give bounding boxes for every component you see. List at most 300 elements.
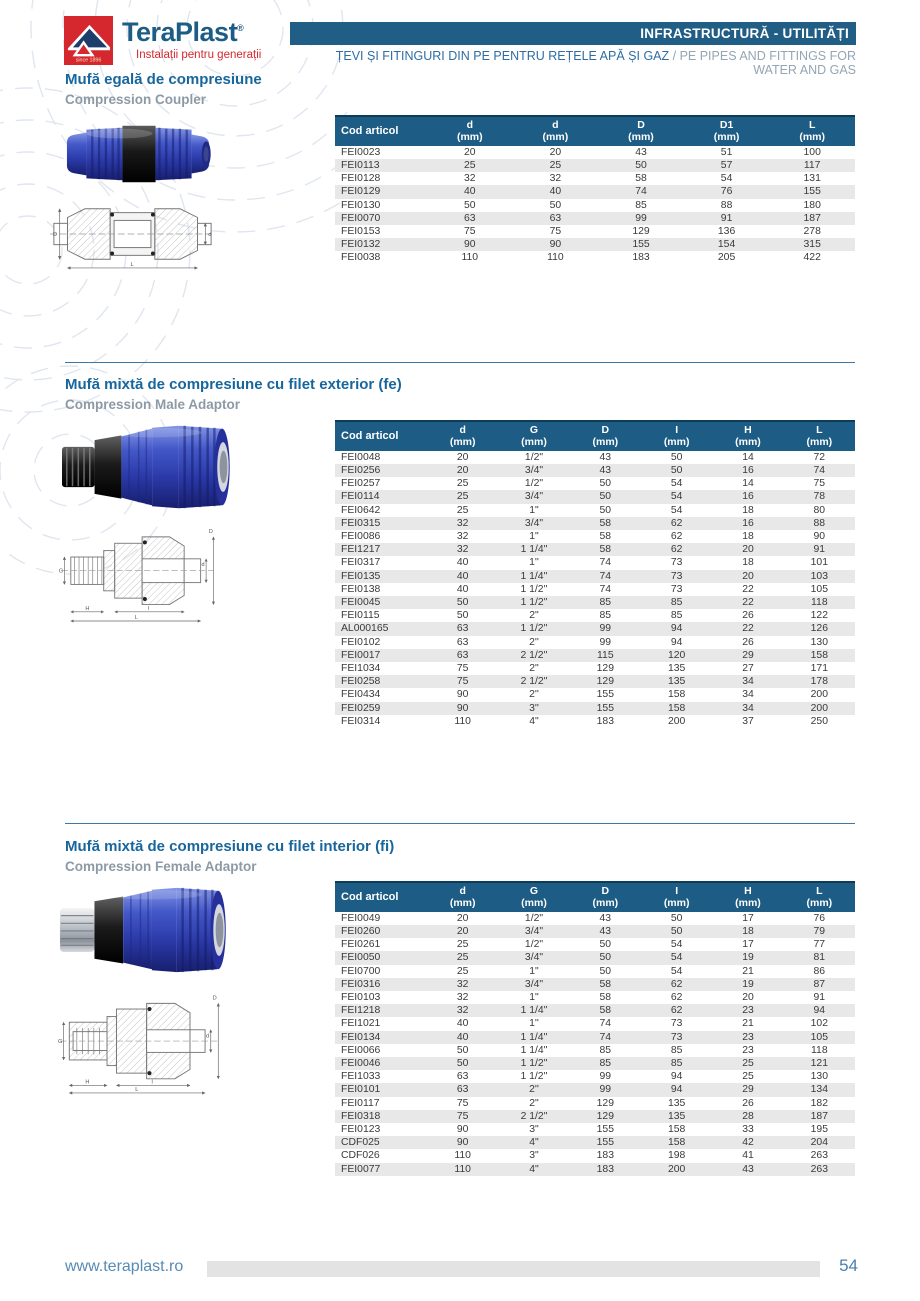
spec-value: 85	[670, 610, 683, 622]
table-row	[335, 938, 855, 951]
spec-value: 40	[456, 583, 469, 595]
spec-value: 23	[742, 1005, 754, 1017]
spec-value: 110	[461, 252, 479, 264]
brand-word: TeraPlast	[122, 17, 238, 47]
table-row	[335, 1057, 855, 1070]
spec-value: 62	[670, 530, 683, 542]
article-code: FEI0046	[341, 1057, 381, 1069]
spec-value: 3"	[529, 1150, 539, 1162]
section-divider	[65, 362, 855, 363]
svg-text:D: D	[208, 529, 213, 536]
spec-value: 135	[667, 663, 686, 674]
spec-value: 43	[599, 925, 612, 937]
svg-text:D: D	[52, 231, 58, 238]
article-code: FEI0117	[341, 1097, 380, 1109]
article-code: FEI0256	[341, 464, 381, 476]
page-number: 54	[839, 1256, 858, 1275]
table-row	[335, 675, 855, 688]
article-code: CDF026	[341, 1150, 380, 1162]
spec-value: 105	[810, 583, 828, 595]
coupler-photo	[60, 117, 218, 191]
section-title-ro: Mufă egală de compresiune	[65, 71, 262, 88]
spec-value: 1"	[529, 504, 539, 516]
spec-value: 76	[813, 912, 826, 924]
spec-value: 158	[667, 1137, 686, 1149]
article-code: FEI0023	[341, 146, 381, 158]
spec-value: 76	[720, 186, 733, 198]
spec-value: 74	[599, 570, 612, 582]
table-row	[335, 517, 855, 530]
column-header: d (mm)	[542, 119, 569, 144]
table-row	[335, 543, 855, 556]
spec-value: 50	[464, 199, 476, 211]
spec-value: 2 1/2"	[520, 1110, 548, 1122]
table-row	[335, 1031, 855, 1044]
table-row	[335, 172, 855, 185]
article-code: FEI0642	[341, 504, 381, 516]
spec-value: 40	[456, 1031, 469, 1043]
spec-value: 20	[464, 146, 476, 158]
spec-value: 25	[456, 952, 469, 964]
spec-value: 3/4"	[524, 517, 544, 529]
spec-value: 85	[670, 1057, 683, 1069]
article-code: FEI0261	[341, 939, 381, 951]
spec-value: 62	[670, 517, 683, 529]
article-code: FEI0314	[341, 715, 381, 727]
spec-value: 134	[810, 1084, 828, 1096]
spec-value: 43	[599, 912, 612, 924]
spec-value: 54	[720, 173, 733, 185]
spec-value: 115	[597, 649, 614, 661]
spec-value: 1"	[529, 530, 539, 542]
table-row	[335, 702, 855, 715]
spec-value: 1 1/2''	[520, 1071, 548, 1083]
logo-text	[122, 16, 261, 61]
table-head	[335, 421, 855, 451]
table-row	[335, 451, 855, 464]
spec-value: 85	[599, 596, 612, 608]
spec-value: 19	[742, 978, 754, 990]
spec-value: 23	[742, 1044, 754, 1056]
spec-value: 20	[742, 991, 754, 1003]
male-adaptor-drawing	[58, 512, 218, 634]
spec-value: 63	[456, 1071, 469, 1083]
spec-value: 50	[549, 199, 562, 211]
spec-value: 154	[717, 239, 736, 251]
column-header: L (mm)	[806, 885, 833, 910]
table-row	[335, 1017, 855, 1030]
spec-value: 50	[635, 159, 647, 171]
spec-value: 90	[456, 1137, 469, 1149]
table-row	[335, 477, 855, 490]
spec-value: 26	[742, 1097, 754, 1109]
spec-value: 130	[810, 1071, 828, 1083]
svg-text:H: H	[85, 1079, 90, 1086]
spec-value: 43	[599, 451, 612, 463]
male-adaptor-photo	[58, 421, 250, 513]
article-code: FEI0129	[341, 186, 381, 198]
spec-value: 1/2"	[524, 451, 544, 463]
spec-value: 20	[742, 570, 754, 582]
brand-name	[122, 19, 261, 46]
spec-value: 2 1/2''	[520, 649, 548, 661]
spec-value: 183	[596, 715, 614, 727]
spec-value: 118	[811, 596, 828, 608]
article-code: FEI0700	[341, 965, 381, 977]
spec-value: 155	[803, 186, 821, 198]
column-header: Cod articol	[341, 124, 399, 137]
spec-value: 42	[742, 1137, 754, 1149]
spec-value: 54	[670, 491, 683, 503]
table-row	[335, 1163, 855, 1176]
column-header: d (mm)	[456, 119, 483, 144]
svg-text:G: G	[58, 568, 64, 575]
section-title-ro: Mufă mixtă de compresiune cu filet exterior (fe)	[65, 376, 402, 393]
spec-value: 20	[456, 464, 469, 476]
table-row	[335, 1110, 855, 1123]
female-adaptor-spec-table	[335, 881, 855, 1176]
table-row	[335, 925, 855, 938]
article-code: FEI0102	[341, 636, 381, 648]
spec-value: 20	[456, 912, 469, 924]
spec-value: 63	[456, 623, 469, 635]
spec-value: 32	[456, 517, 469, 529]
article-code: FEI0049	[341, 912, 381, 924]
article-code: FEI0086	[341, 530, 381, 542]
spec-value: 14	[742, 451, 754, 463]
brand-tagline: Instalații pentru generații	[136, 49, 262, 61]
spec-value: 91	[813, 544, 826, 556]
spec-value: 315	[803, 239, 821, 251]
column-header: Cod articol	[341, 890, 399, 903]
spec-value: 62	[670, 1005, 683, 1017]
spec-value: 129	[632, 225, 650, 237]
spec-value: 29	[742, 649, 754, 661]
svg-text:H: H	[85, 606, 90, 613]
table-row	[335, 1083, 855, 1096]
spec-value: 85	[670, 596, 683, 608]
article-code: FEI0260	[341, 925, 381, 937]
svg-text:L: L	[130, 262, 134, 269]
spec-value: 63	[456, 636, 469, 648]
article-code: FEI0434	[341, 689, 381, 701]
spec-value: 50	[456, 1057, 469, 1069]
header-row	[335, 116, 855, 146]
spec-value: 32	[456, 530, 469, 542]
table-row	[335, 225, 855, 238]
spec-value: 22	[742, 583, 754, 595]
spec-value: 57	[720, 159, 733, 171]
spec-value: 158	[667, 689, 686, 701]
spec-value: 74	[599, 583, 612, 595]
spec-value: 22	[742, 596, 754, 608]
spec-value: 80	[813, 504, 826, 516]
spec-value: 32	[464, 173, 476, 185]
spec-value: 58	[599, 978, 612, 990]
spec-value: 25	[464, 159, 476, 171]
article-code: FEI1021	[341, 1018, 381, 1030]
spec-value: 187	[810, 1110, 828, 1122]
spec-value: 33	[742, 1124, 754, 1135]
section-divider	[65, 823, 855, 824]
teraplast-logo-icon	[64, 16, 113, 65]
section-title-male-adaptor	[65, 376, 585, 412]
spec-value: 17	[742, 912, 754, 924]
spec-value: 102	[810, 1018, 828, 1030]
spec-value: 50	[456, 610, 469, 622]
spec-value: 37	[742, 715, 754, 727]
spec-value: 110	[547, 252, 564, 264]
spec-value: 1/2"	[524, 939, 544, 951]
spec-value: 1''	[529, 1018, 539, 1030]
spec-value: 75	[464, 225, 476, 237]
spec-value: 19	[742, 952, 754, 964]
article-code: FEI0128	[341, 173, 381, 185]
spec-value: 75	[549, 225, 562, 237]
spec-value: 50	[670, 912, 683, 924]
spec-value: 90	[456, 689, 469, 701]
spec-value: 1 1/2''	[520, 623, 548, 635]
spec-value: 63	[464, 212, 476, 224]
logo	[64, 16, 261, 65]
spec-value: 18	[742, 530, 754, 542]
spec-value: 90	[549, 239, 562, 251]
table-head	[335, 882, 855, 912]
spec-value: 62	[670, 991, 683, 1003]
coupler-drawing	[50, 194, 215, 274]
female-adaptor-drawing	[58, 980, 223, 1105]
spec-value: 32	[456, 544, 469, 556]
spec-value: 2"	[529, 1097, 539, 1109]
spec-value: 198	[667, 1150, 686, 1162]
table-row	[335, 622, 855, 635]
spec-value: 183	[596, 1150, 614, 1162]
article-code: FEI0115	[341, 610, 380, 622]
spec-value: 50	[599, 965, 612, 977]
spec-value: 25	[456, 478, 469, 490]
spec-value: 63	[549, 212, 562, 224]
spec-value: 1/2"	[524, 912, 544, 924]
article-code: FEI0259	[341, 702, 381, 714]
spec-value: 158	[667, 1124, 686, 1135]
table-row	[335, 715, 855, 728]
spec-value: 43	[635, 146, 647, 158]
article-code: FEI0113	[341, 159, 380, 171]
spec-value: 99	[599, 1071, 612, 1083]
article-code: FEI0132	[341, 239, 381, 251]
spec-value: 21	[742, 1018, 754, 1030]
spec-value: 1 1/4"	[520, 544, 548, 556]
svg-text:d: d	[208, 231, 212, 238]
spec-value: 81	[813, 952, 826, 964]
spec-value: 3''	[529, 702, 539, 714]
spec-value: 50	[670, 925, 683, 937]
spec-value: 120	[667, 649, 686, 661]
article-code: FEI0048	[341, 451, 381, 463]
spec-value: 155	[596, 689, 614, 701]
header-row	[335, 421, 855, 451]
spec-value: 58	[599, 1005, 612, 1017]
spec-value: 135	[667, 676, 686, 688]
spec-value: 1 1/2"	[520, 596, 548, 608]
spec-value: 25	[742, 1057, 754, 1069]
spec-value: 50	[456, 596, 469, 608]
spec-value: 1/2"	[524, 478, 544, 490]
spec-value: 121	[810, 1057, 828, 1069]
spec-value: 54	[670, 952, 683, 964]
spec-value: 40	[456, 557, 469, 569]
spec-value: 88	[813, 517, 826, 529]
spec-value: 178	[810, 676, 828, 688]
spec-value: 54	[670, 504, 683, 516]
column-header: D (mm)	[628, 119, 654, 144]
spec-value: 58	[599, 991, 612, 1003]
column-header: D (mm)	[592, 424, 619, 449]
article-code: FEI1218	[341, 1005, 381, 1017]
male-adaptor-spec-table	[335, 420, 855, 728]
spec-value: 58	[635, 173, 647, 185]
spec-value: 50	[670, 451, 683, 463]
column-header: G (mm)	[521, 885, 547, 910]
column-header: Cod articol	[341, 429, 399, 442]
article-code: FEI0135	[341, 570, 381, 582]
article-code: FEI0070	[341, 212, 381, 224]
table-head	[335, 116, 855, 146]
spec-value: 87	[813, 978, 826, 990]
spec-value: 63	[456, 1084, 469, 1096]
spec-value: 110	[454, 715, 471, 727]
spec-value: 90	[456, 1124, 469, 1135]
spec-value: 101	[810, 557, 828, 569]
section-title-en: Compression Coupler	[65, 91, 207, 107]
column-header: I (mm)	[663, 424, 690, 449]
spec-value: 3"	[529, 1124, 539, 1135]
table-row	[335, 688, 855, 701]
spec-value: 1 1/4"	[520, 1044, 548, 1056]
spec-value: 94	[670, 636, 683, 648]
spec-value: 16	[742, 517, 754, 529]
article-code: FEI0077	[341, 1163, 381, 1175]
article-code: FEI0066	[341, 1044, 381, 1056]
website-link[interactable]: www.teraplast.ro	[65, 1258, 184, 1275]
spec-value: 21	[742, 965, 754, 977]
spec-value: 1 1/4''	[520, 1031, 548, 1043]
spec-value: 155	[596, 702, 614, 714]
spec-value: 40	[456, 570, 469, 582]
section-title-en: Compression Male Adaptor	[65, 396, 241, 412]
spec-value: 135	[667, 1110, 686, 1122]
spec-value: 32	[456, 1005, 469, 1017]
spec-value: 20	[456, 451, 469, 463]
spec-value: 85	[635, 199, 647, 211]
spec-value: 20	[549, 146, 562, 158]
spec-value: 3/4"	[524, 464, 544, 476]
svg-text:D: D	[212, 995, 217, 1002]
spec-value: 90	[456, 702, 469, 714]
article-code: FEI0045	[341, 596, 381, 608]
spec-value: 250	[810, 715, 828, 727]
spec-value: 58	[599, 517, 612, 529]
spec-value: 195	[810, 1124, 828, 1135]
section-title-coupler	[65, 71, 585, 107]
spec-value: 16	[742, 491, 754, 503]
spec-value: 105	[810, 1031, 828, 1043]
spec-value: 1 1/4"	[520, 1005, 548, 1017]
spec-value: 129	[596, 663, 614, 674]
spec-value: 2 1/2"	[520, 676, 548, 688]
spec-value: 155	[596, 1137, 614, 1149]
article-code: FEI0153	[341, 225, 381, 237]
article-code: FEI0257	[341, 478, 381, 490]
spec-value: 118	[811, 1044, 828, 1056]
spec-value: 1 1/2''	[520, 583, 548, 595]
spec-value: 78	[813, 491, 826, 503]
table-row	[335, 636, 855, 649]
column-header: G (mm)	[521, 424, 547, 449]
spec-value: 43	[742, 1163, 754, 1175]
spec-value: 74	[599, 1018, 612, 1030]
spec-value: 16	[742, 464, 754, 476]
article-code: FEI1034	[341, 663, 381, 674]
spec-value: 171	[810, 663, 828, 674]
spec-value: 91	[720, 212, 733, 224]
table-row	[335, 1004, 855, 1017]
spec-value: 40	[456, 1018, 469, 1030]
table-row	[335, 199, 855, 212]
spec-value: 25	[549, 159, 562, 171]
spec-value: 155	[596, 1124, 614, 1135]
spec-value: 126	[810, 623, 828, 635]
article-code: FEI1033	[341, 1071, 381, 1083]
female-adaptor-photo	[56, 884, 246, 976]
registered-mark: ®	[237, 23, 244, 33]
spec-value: 50	[456, 1044, 469, 1056]
column-header: D (mm)	[592, 885, 619, 910]
spec-value: 99	[599, 1084, 612, 1096]
spec-value: 263	[810, 1163, 828, 1175]
spec-value: 73	[670, 583, 683, 595]
spec-value: 85	[599, 610, 612, 622]
spec-value: 1"	[529, 965, 539, 977]
table-row	[335, 583, 855, 596]
spec-value: 51	[720, 146, 733, 158]
column-header: I (mm)	[663, 885, 690, 910]
table-row	[335, 146, 855, 159]
spec-value: 99	[599, 623, 612, 635]
article-code: FEI1217	[341, 544, 381, 556]
spec-value: 200	[810, 702, 828, 714]
spec-value: 50	[599, 952, 612, 964]
table-body	[335, 451, 855, 728]
spec-value: 26	[742, 610, 754, 622]
spec-value: 182	[810, 1097, 828, 1109]
article-code: FEI0101	[341, 1084, 381, 1096]
column-header: d (mm)	[449, 885, 476, 910]
spec-value: 50	[599, 491, 612, 503]
footer-bar	[207, 1261, 820, 1277]
spec-value: 26	[742, 636, 754, 648]
spec-value: 18	[742, 504, 754, 516]
spec-value: 2''	[529, 689, 539, 701]
spec-value: 18	[742, 925, 754, 937]
category-banner: INFRASTRUCTURĂ - UTILITĂȚI	[290, 22, 856, 45]
spec-value: 3/4"	[524, 491, 544, 503]
spec-value: 422	[803, 252, 821, 264]
spec-value: 25	[456, 504, 469, 516]
spec-value: 32	[456, 991, 469, 1003]
spec-value: 85	[670, 1044, 683, 1056]
spec-value: 34	[742, 702, 754, 714]
